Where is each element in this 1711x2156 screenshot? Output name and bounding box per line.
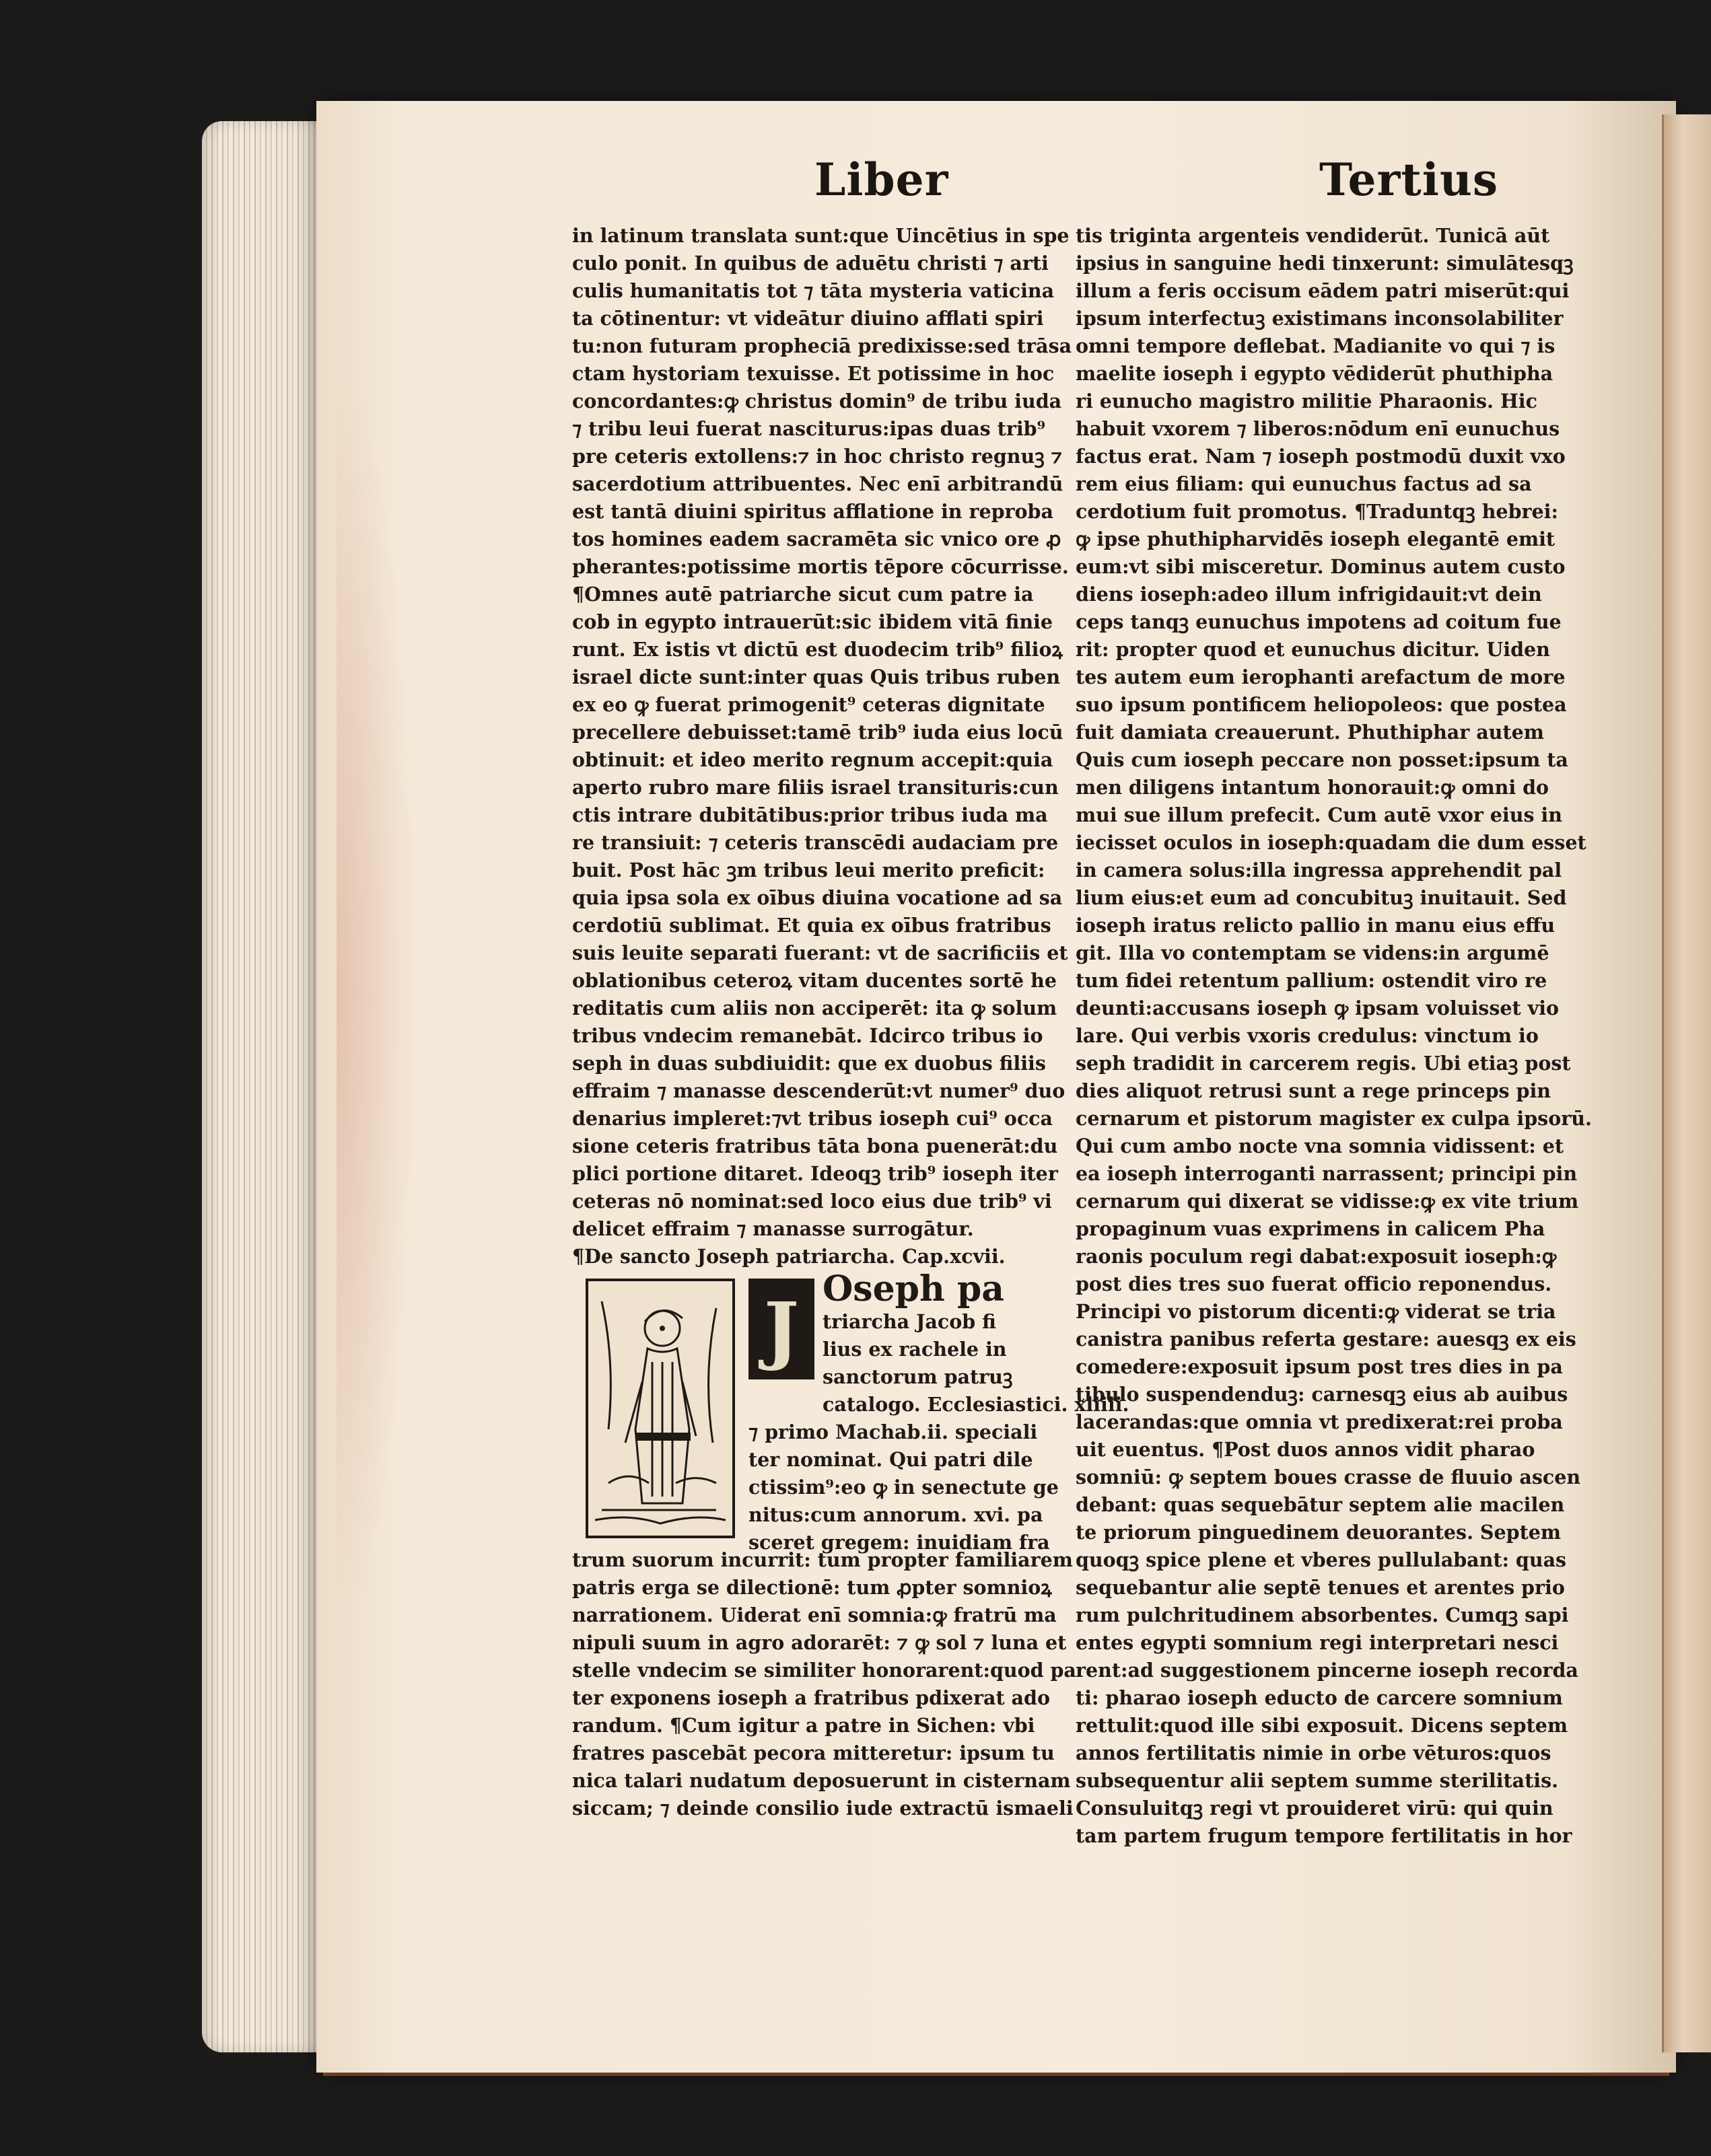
text-line: ¶De sancto Joseph patriarcha. Cap.xcvii. <box>572 1245 1006 1268</box>
text-line: ter nominat. Qui patri dile <box>748 1448 1033 1471</box>
text-line: sceret gregem: inuidiam fra <box>748 1531 1050 1554</box>
text-line: annos fertilitatis nimie in orbe vēturos:quos <box>1076 1741 1551 1764</box>
text-line: rit: propter quod et eunuchus dicitur. Uiden <box>1076 638 1550 661</box>
text-line: propaginum vuas exprimens in calicem Pha <box>1076 1217 1545 1240</box>
text-line: in latinum translata sunt:que Uincētius in spe <box>572 224 1070 247</box>
text-line: ex eo ꝙ fuerat primogenit⁹ ceteras dignitate <box>572 693 1045 716</box>
running-head-right: Tertius <box>1319 153 1499 206</box>
text-line: in camera solus:illa ingressa apprehendit pal <box>1076 859 1562 882</box>
text-line: israel dicte sunt:inter quas Quis tribus ruben <box>572 666 1061 688</box>
text-line: mui sue illum prefecit. Cum autē vxor eius in <box>1076 803 1562 826</box>
text-line: fratres pascebāt pecora mitteretur: ipsum tu <box>572 1741 1055 1764</box>
text-line: tum fidei retentum pallium: ostendit viro re <box>1076 969 1547 992</box>
text-line: triarcha Jacob fi <box>823 1310 996 1333</box>
joseph-woodcut-illustration <box>586 1279 735 1538</box>
text-line: cernarum qui dixerat se vidisse:ꝙ ex vite trium <box>1076 1190 1579 1213</box>
text-line: sione ceteris fratribus tāta bona puenerāt:du <box>572 1135 1058 1157</box>
text-line: subsequentur alii septem summe sterilitatis. <box>1076 1769 1559 1792</box>
text-line: factus erat. Nam ⁊ ioseph postmodū duxit vxo <box>1076 445 1566 468</box>
text-line: suis leuite separati fuerant: vt de sacrificiis et <box>572 941 1068 964</box>
text-line: ta cōtinentur: vt videātur diuino afflati spiri <box>572 307 1044 330</box>
text-line: delicet effraim ⁊ manasse surrogātur. <box>572 1217 974 1240</box>
text-line: somniū: ꝙ septem boues crasse de fluuio ascen <box>1076 1466 1581 1488</box>
text-line: randum. ¶Cum igitur a patre in Sichen: vbi <box>572 1714 1035 1737</box>
text-line: suo ipsum pontificem heliopoleos: que postea <box>1076 693 1567 716</box>
text-line: ceps tanqꝫ eunuchus impotens ad coitum fue <box>1076 610 1562 633</box>
text-line: catalogo. Ecclesiastici. xliiii. <box>823 1393 1129 1416</box>
text-line: stelle vndecim se similiter honorarent:quod pa <box>572 1659 1076 1682</box>
text-line: obtinuit: et ideo merito regnum accepit:quia <box>572 748 1053 771</box>
text-line: ctam hystoriam texuisse. Et potissime in hoc <box>572 362 1055 385</box>
text-line: dies aliquot retrusi sunt a rege princeps pin <box>1076 1079 1551 1102</box>
text-line: iecisset oculos in ioseph:quadam die dum esset <box>1076 831 1586 854</box>
text-line: rum pulchritudinem absorbentes. Cumqꝫ sapi <box>1076 1604 1569 1626</box>
text-line: tis triginta argenteis vendiderūt. Tunicā aūt <box>1076 224 1550 247</box>
text-line: lare. Qui verbis vxoris credulus: vinctum io <box>1076 1024 1539 1047</box>
text-line: ti: pharao ioseph educto de carcere somnium <box>1076 1686 1563 1709</box>
text-line: ipsum interfectuꝫ existimans inconsolabiliter <box>1076 307 1564 330</box>
text-line: seph in duas subdiuidit: que ex duobus filiis <box>572 1052 1046 1075</box>
text-line: canistra panibus referta gestare: auesqꝫ ex eis <box>1076 1328 1576 1351</box>
text-line: eum:vt sibi misceretur. Dominus autem custo <box>1076 555 1566 578</box>
text-line: entes egypti somnium regi interpretari nesci <box>1076 1631 1559 1654</box>
text-line: ctis intrare dubitātibus:prior tribus iuda ma <box>572 803 1048 826</box>
text-line: seph tradidit in carcerem regis. Ubi etiaꝫ post <box>1076 1052 1571 1075</box>
text-line: trum suorum incurrit: tum propter familiarem <box>572 1548 1073 1571</box>
text-line: cerdotium fuit promotus. ¶Traduntqꝫ hebrei: <box>1076 500 1558 523</box>
text-line: buit. Post hāc ꝫm tribus leui merito preficit: <box>572 859 1045 882</box>
text-line: tam partem frugum tempore fertilitatis in hor <box>1076 1824 1572 1847</box>
text-line: sequebantur alie septē tenues et arentes prio <box>1076 1576 1565 1599</box>
text-line: cerdotiū sublimat. Et quia ex oībus fratribus <box>572 914 1051 937</box>
text-line: habuit vxorem ⁊ liberos:nōdum enī eunuchus <box>1076 417 1560 440</box>
text-line: nica talari nudatum deposuerunt in cisternam <box>572 1769 1071 1792</box>
text-line: nipuli suum in agro adorarēt: ⁊ ꝙ sol ⁊ luna et <box>572 1631 1067 1654</box>
text-line: reditatis cum aliis non acciperēt: ita ꝙ solum <box>572 997 1057 1019</box>
text-line: culo ponit. In quibus de aduētu christi ⁊ arti <box>572 252 1049 275</box>
text-line: rettulit:quod ille sibi exposuit. Dicens septem <box>1076 1714 1568 1737</box>
text-line: fuit damiata creauerunt. Phuthiphar autem <box>1076 721 1544 744</box>
chapter-opening-line: Oseph pa <box>823 1268 1004 1309</box>
text-line: effraim ⁊ manasse descenderūt:vt numer⁹ duo <box>572 1079 1066 1102</box>
right-text-column <box>1076 222 1592 1850</box>
page-edges <box>202 121 330 2052</box>
text-line: ipsius in sanguine hedi tinxerunt: simulātesqꝫ <box>1076 252 1574 275</box>
text-line: ri eunucho magistro militie Pharaonis. Hic <box>1076 390 1537 412</box>
text-line: diens ioseph:adeo illum infrigidauit:vt dein <box>1076 583 1542 606</box>
text-line: re transiuit: ⁊ ceteris transcēdi audaciam pre <box>572 831 1059 854</box>
text-line: tibulo suspendenduꝫ: carnesqꝫ eius ab auibus <box>1076 1383 1568 1406</box>
text-line: plici portione ditaret. Ideoqꝫ trib⁹ ioseph iter <box>572 1162 1058 1185</box>
text-line: ceteras nō nominat:sed loco eius due trib⁹ vi <box>572 1190 1052 1213</box>
text-line: narrationem. Uiderat enī somnia:ꝙ fratrū ma <box>572 1604 1057 1626</box>
text-line: denarius impleret:⁊vt tribus ioseph cui⁹ occa <box>572 1107 1053 1130</box>
text-line: uit euentus. ¶Post duos annos vidit pharao <box>1076 1438 1535 1461</box>
text-line: concordantes:ꝙ christus domin⁹ de tribu iuda <box>572 390 1062 412</box>
woodcut-section <box>572 1268 1129 1554</box>
text-line: raonis poculum regi dabat:exposuit ioseph:ꝙ <box>1076 1245 1557 1268</box>
text-line: Principi vo pistorum dicenti:ꝙ viderat se tria <box>1076 1300 1556 1323</box>
text-line: patris erga se dilectionē: tum ꝓpter somnioꝝ <box>572 1576 1052 1599</box>
text-line: tribus vndecim remanebāt. Idcirco tribus io <box>572 1024 1043 1047</box>
text-line: rem eius filiam: qui eunuchus factus ad sa <box>1076 472 1532 495</box>
text-line: nitus:cum annorum. xvi. pa <box>748 1503 1043 1526</box>
text-line: lius ex rachele in <box>823 1338 1007 1361</box>
text-line: ¶Omnes autē patriarche sicut cum patre ia <box>572 583 1034 606</box>
text-line: lacerandas:que omnia vt predixerat:rei proba <box>1076 1410 1563 1433</box>
text-line: ⁊ tribu leui fuerat nasciturus:ipas duas trib⁹ <box>572 417 1046 440</box>
text-line: pre ceteris extollens:⁊ in hoc christo regnuꝫ ⁊ <box>572 445 1063 468</box>
text-line: tu:non futuram propheciā predixisse:sed trāsa <box>572 334 1072 357</box>
left-text-column <box>572 222 1129 1822</box>
text-line: siccam; ⁊ deinde consilio iude extractū ismaeli <box>572 1797 1074 1820</box>
text-line: tes autem eum ierophanti arefactum de more <box>1076 666 1566 688</box>
text-line: comedere:exposuit ipsum post tres dies in pa <box>1076 1355 1563 1378</box>
text-line: quia ipsa sola ex oībus diuina vocatione ad sa <box>572 886 1063 909</box>
text-line: git. Illa vo contemptam se videns:in argumē <box>1076 941 1549 964</box>
text-line: post dies tres suo fuerat officio reponendus. <box>1076 1272 1552 1295</box>
text-line: oblationibus ceteroꝝ vitam ducentes sortē he <box>572 969 1057 992</box>
text-line: lium eius:et eum ad concubituꝫ inuitauit. Sed <box>1076 886 1567 909</box>
text-line: ea ioseph interroganti narrassent; principi pin <box>1076 1162 1578 1185</box>
text-line: Qui cum ambo nocte vna somnia vidissent: et <box>1076 1135 1564 1157</box>
text-line: ioseph iratus relicto pallio in manu eius effu <box>1076 914 1556 937</box>
text-line: aperto rubro mare filiis israel transituris:cun <box>572 776 1059 799</box>
text-line: ꝙ ipse phuthipharvidēs ioseph elegantē emit <box>1076 528 1556 550</box>
text-line: ctissim⁹:eo ꝙ in senectute ge <box>748 1476 1059 1499</box>
text-line: precellere debuisset:tamē trib⁹ iuda eius locū <box>572 721 1063 744</box>
text-line: runt. Ex istis vt dictū est duodecim trib⁹ filioꝝ <box>572 638 1063 661</box>
text-line: tos homines eadem sacramēta sic vnico ore ꝓ <box>572 528 1061 550</box>
woodcut-figure-icon <box>588 1281 732 1536</box>
text-line: illum a feris occisum eādem patri miserūt:qui <box>1076 279 1570 302</box>
text-line: debant: quas sequebātur septem alie macilen <box>1076 1493 1565 1516</box>
text-line: omni tempore deflebat. Madianite vo qui ⁊ is <box>1076 334 1556 357</box>
text-line: ⁊ primo Machab.ii. speciali <box>748 1421 1038 1443</box>
text-line: maelite ioseph i egypto vēdiderūt phuthipha <box>1076 362 1553 385</box>
initial-letter: J <box>763 1285 800 1373</box>
text-line: rent:ad suggestionem pincerne ioseph recorda <box>1076 1659 1578 1682</box>
text-line: pherantes:potissime mortis tēpore cōcurrisse. <box>572 555 1069 578</box>
text-line: cernarum et pistorum magister ex culpa ipsorū. <box>1076 1107 1592 1130</box>
text-line: sanctorum patruꝫ <box>823 1365 1013 1388</box>
text-line: culis humanitatis tot ⁊ tāta mysteria vaticina <box>572 279 1055 302</box>
running-head-left: Liber <box>814 153 949 206</box>
text-line: Consuluitqꝫ regi vt prouideret virū: qui quin <box>1076 1797 1553 1820</box>
facing-page-edge <box>1662 114 1711 2052</box>
text-line: quoqꝫ spice plene et vberes pullulabant: quas <box>1076 1548 1567 1571</box>
text-line: Quis cum ioseph peccare non posset:ipsum ta <box>1076 748 1568 771</box>
text-line: men diligens intantum honorauit:ꝙ omni do <box>1076 776 1549 799</box>
text-line: est tantā diuini spiritus afflatione in reproba <box>572 500 1053 523</box>
text-line: cob in egypto intrauerūt:sic ibidem vitā finie <box>572 610 1053 633</box>
text-line: te priorum pinguedinem deuorantes. Septem <box>1076 1521 1562 1544</box>
text-line: deunti:accusans ioseph ꝙ ipsam voluisset vio <box>1076 997 1560 1019</box>
text-line: sacerdotium attribuentes. Nec enī arbitrandū <box>572 472 1063 495</box>
text-line: ter exponens ioseph a fratribus pdixerat ado <box>572 1686 1050 1709</box>
